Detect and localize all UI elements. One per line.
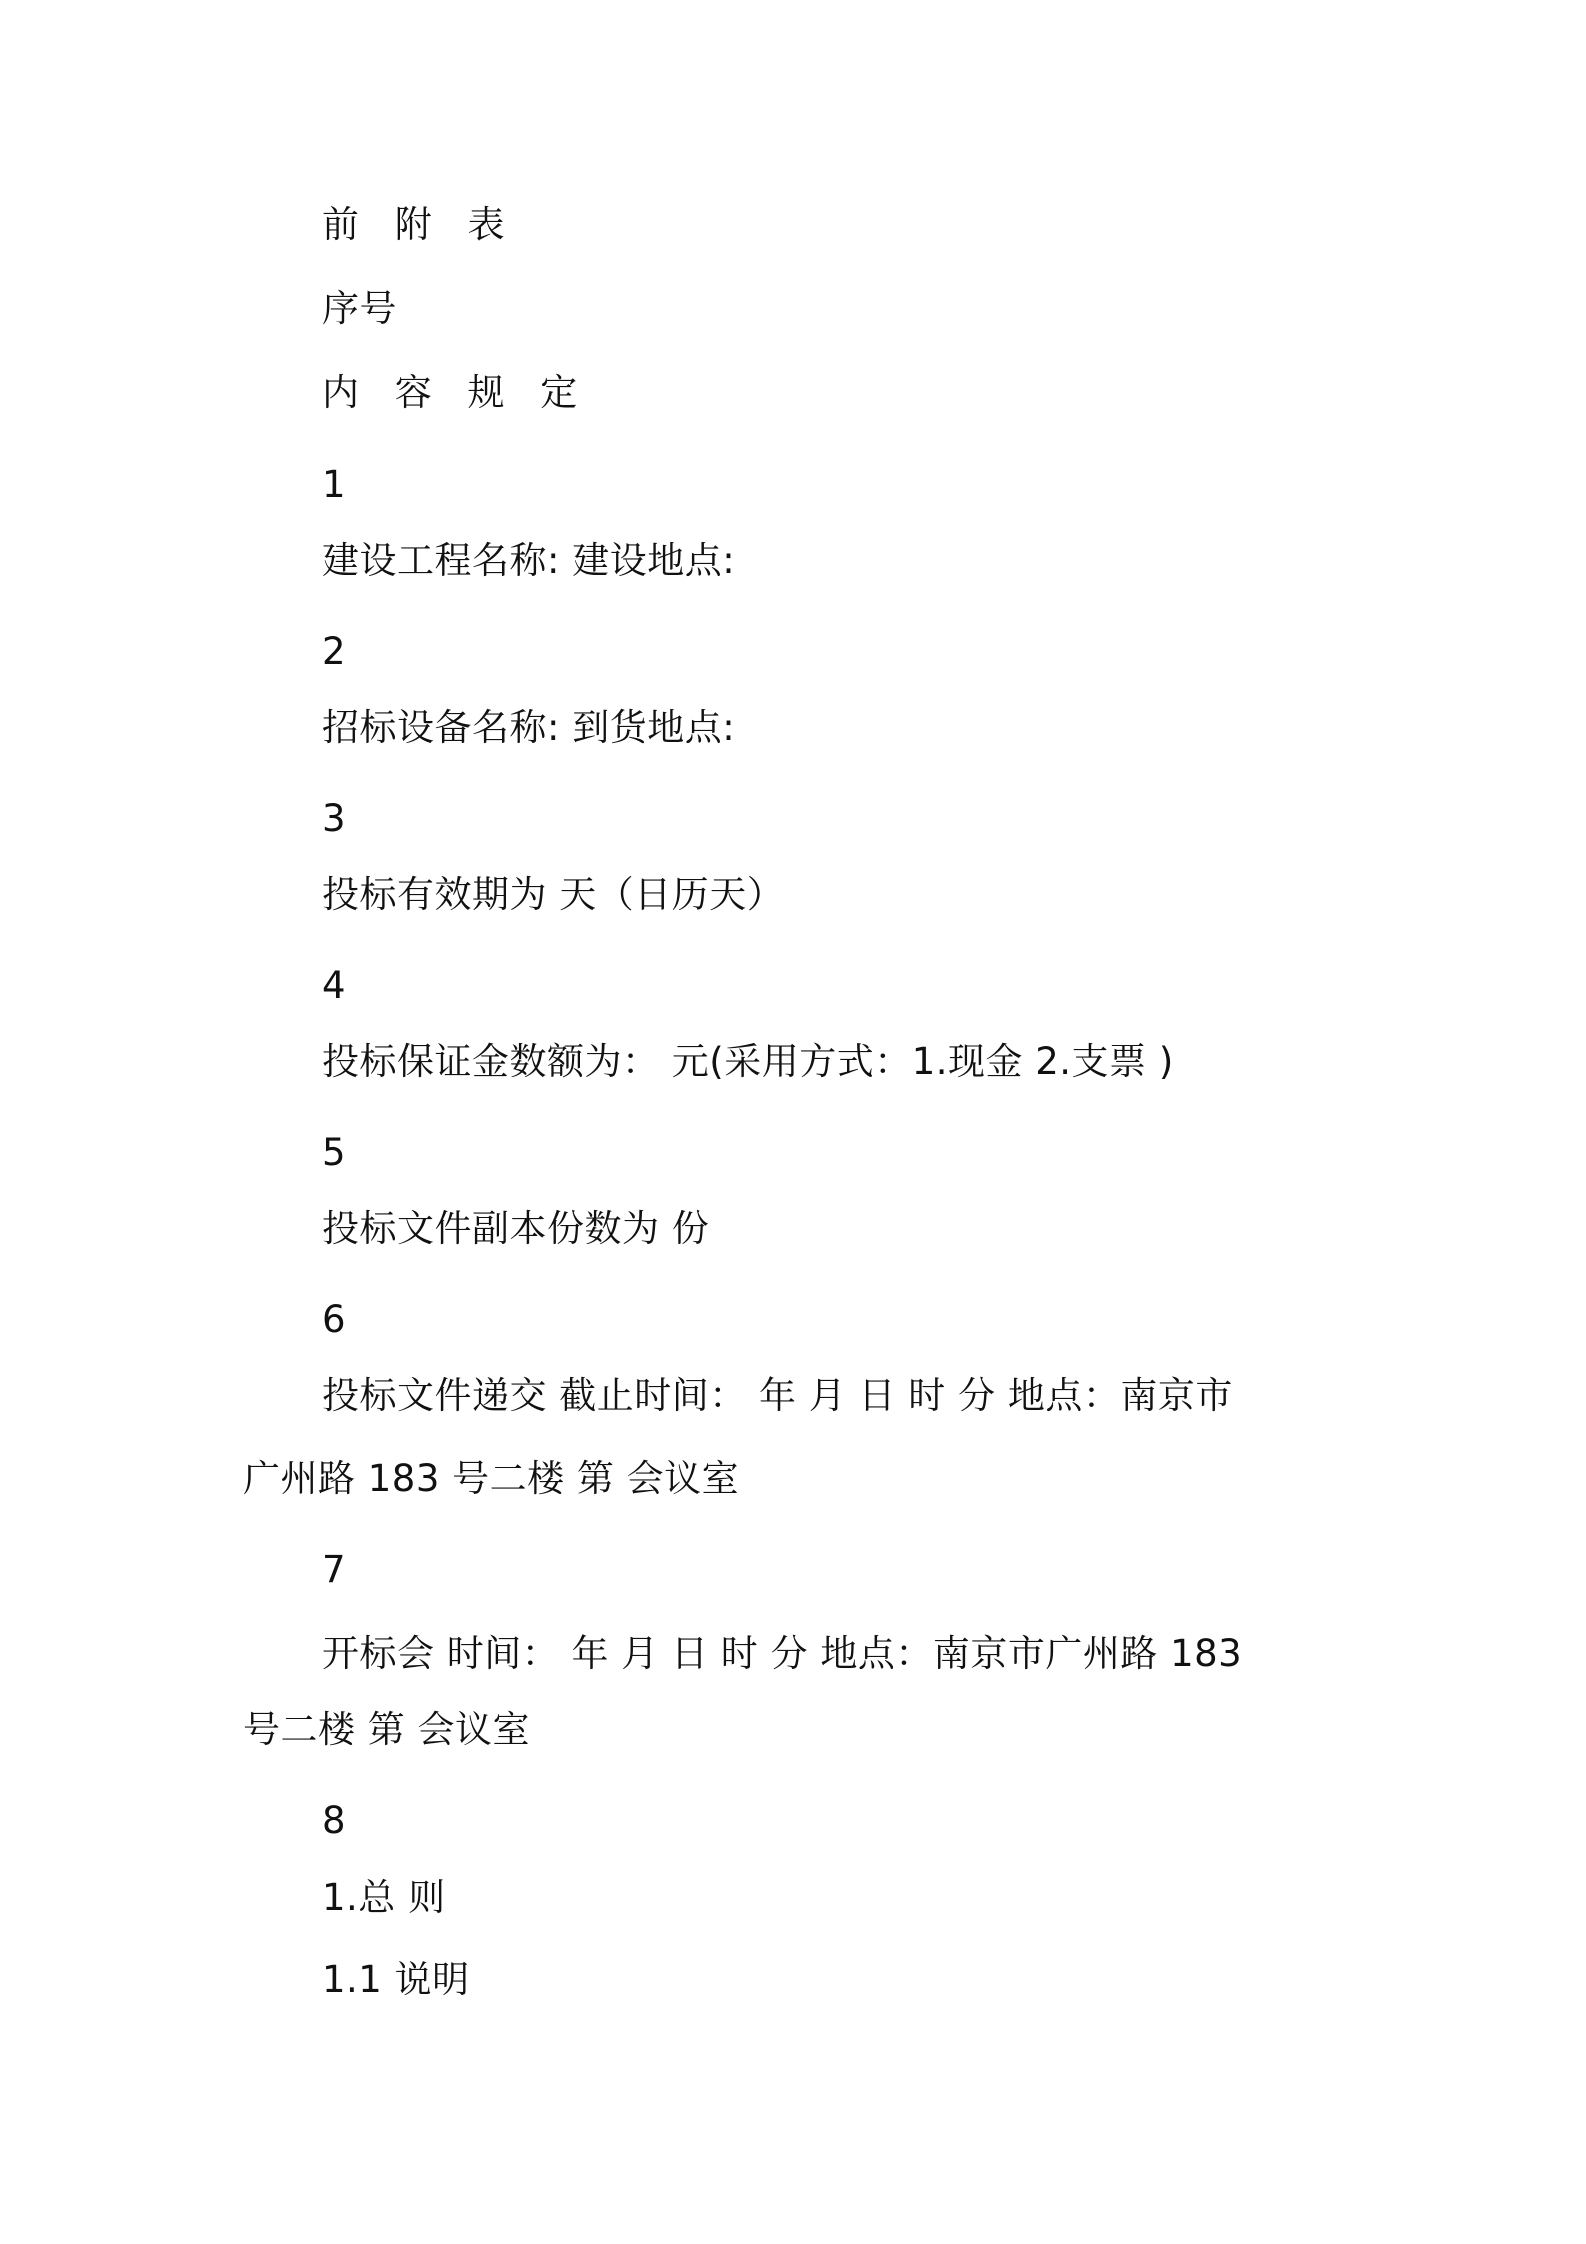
header-title: 前 附 表	[322, 203, 517, 246]
item-text-2: 招标设备名称: 到货地点:	[322, 706, 736, 749]
item-number-1: 1	[322, 463, 347, 506]
item-number-2: 2	[322, 630, 347, 673]
item-text-6-continued: 广州路 183 号二楼 第 会议室	[243, 1457, 740, 1500]
item-text-4: 投标保证金数额为： 元(采用方式：1.现金 2.支票 )	[322, 1040, 1174, 1083]
item-text-7-continued: 号二楼 第 会议室	[243, 1708, 531, 1751]
item-number-7: 7	[322, 1548, 347, 1591]
column-header-content: 内 容 规 定	[322, 371, 590, 414]
item-number-3: 3	[322, 797, 347, 840]
item-text-5: 投标文件副本份数为 份	[322, 1207, 710, 1250]
item-number-5: 5	[322, 1131, 347, 1174]
item-number-8: 8	[322, 1799, 347, 1842]
item-text-3: 投标有效期为 天（日历天）	[322, 873, 785, 916]
item-text-1: 建设工程名称: 建设地点:	[322, 539, 736, 582]
item-text-6: 投标文件递交 截止时间： 年 月 日 时 分 地点：南京市	[322, 1374, 1233, 1417]
subsection-heading-description: 1.1 说明	[322, 1958, 470, 2001]
item-number-4: 4	[322, 964, 347, 1007]
column-header-number: 序号	[322, 287, 397, 330]
item-text-7: 开标会 时间： 年 月 日 时 分 地点：南京市广州路 183	[322, 1632, 1243, 1675]
item-number-6: 6	[322, 1298, 347, 1341]
section-heading-general: 1.总 则	[322, 1876, 446, 1919]
